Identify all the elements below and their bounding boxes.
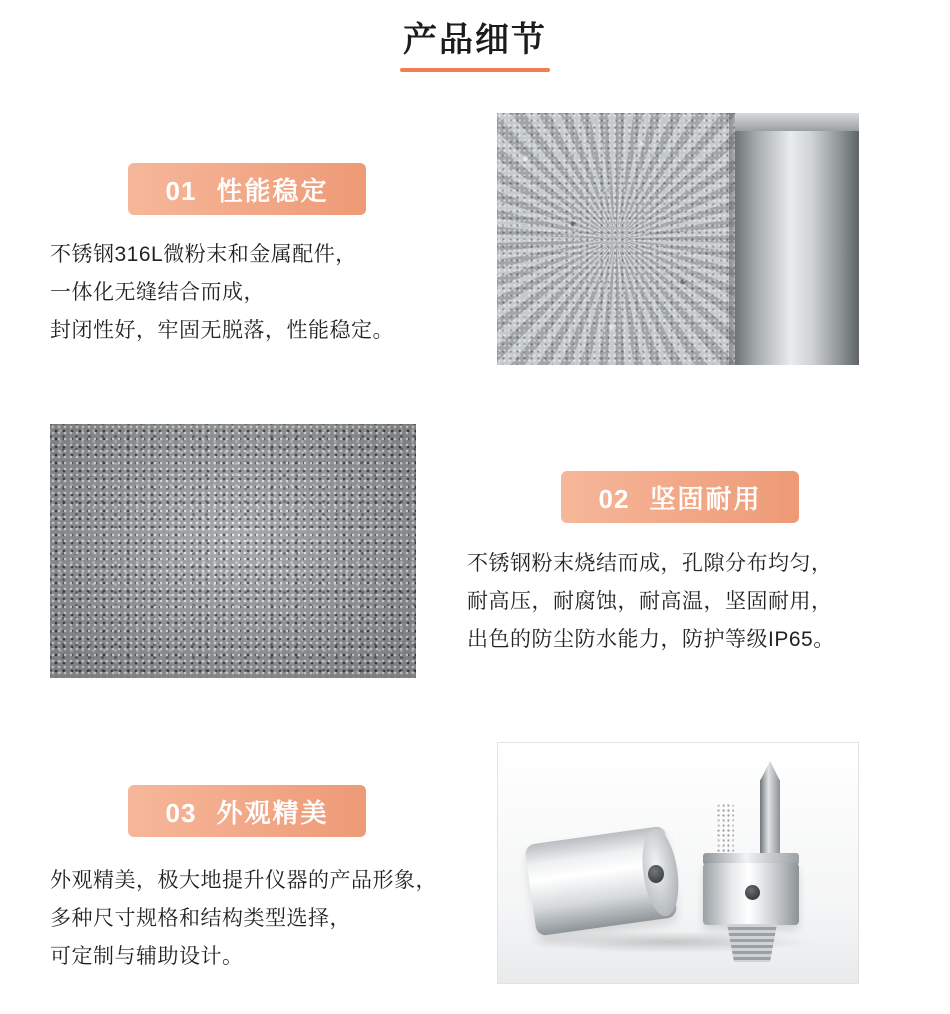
section-description-02 (467, 545, 835, 659)
filter-grain-texture (497, 113, 735, 365)
section-02-line-2: 耐高压，耐腐蚀，耐高温，坚固耐用， (467, 590, 833, 613)
probe-long (760, 779, 780, 859)
product-parts-photo (497, 742, 859, 984)
sintered-filter-closeup-photo (497, 113, 859, 365)
section-badge-01-inner (166, 171, 329, 208)
section-01-line-1: 不锈钢316L微粉末和金属配件， (50, 243, 357, 266)
section-description-01 (50, 236, 394, 350)
section-badge-01 (128, 163, 366, 215)
section-number-03: 03 (165, 797, 197, 828)
section-title-01: 性能稳定 (216, 175, 329, 206)
cylinder-port-hole (648, 865, 664, 883)
filter-polished-body (735, 113, 859, 365)
section-03-line-1: 外观精美，极大地提升仪器的产品形象， (50, 869, 437, 892)
filter-top-rim (735, 113, 859, 131)
section-03-line-3: 可定制与辅助设计。 (50, 945, 244, 968)
powder-vignette (50, 424, 416, 678)
section-badge-02 (561, 471, 799, 523)
section-description-03 (50, 862, 437, 976)
section-number-01: 01 (165, 175, 197, 206)
section-badge-03-inner (166, 793, 329, 830)
section-badge-03 (128, 785, 366, 837)
section-01-line-3: 封闭性好，牢固无脱落，性能稳定。 (50, 319, 394, 342)
section-02-line-3: 出色的防尘防水能力，防护等级IP65。 (467, 628, 835, 651)
title-underline (400, 68, 550, 72)
filter-porous-surface (497, 113, 735, 365)
page-title: 产品细节 (403, 21, 547, 59)
section-03-line-2: 多种尺寸规格和结构类型选择， (50, 907, 351, 930)
stainless-steel-powder-texture-photo (50, 424, 416, 678)
page-header (0, 18, 950, 72)
valve-body-hole (745, 885, 760, 900)
section-01-line-2: 一体化无缝结合而成， (50, 281, 265, 304)
valve-thread (727, 924, 777, 962)
sintered-probe-short (716, 803, 734, 857)
section-title-03: 外观精美 (216, 797, 329, 828)
section-number-02: 02 (598, 483, 630, 514)
section-02-line-1: 不锈钢粉末烧结而成，孔隙分布均匀， (467, 552, 833, 575)
section-title-02: 坚固耐用 (649, 483, 762, 514)
section-badge-02-inner (599, 479, 762, 516)
